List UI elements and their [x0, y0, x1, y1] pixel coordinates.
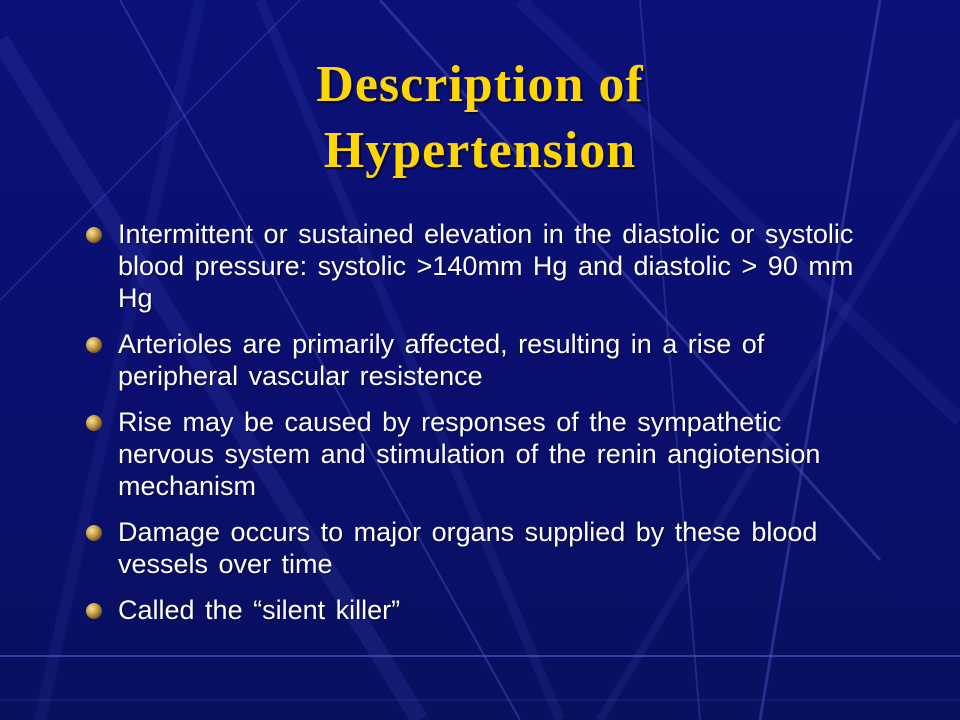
bullet-text: Called the “silent killer” [118, 595, 401, 625]
bullet-text: Arterioles are primarily affected, resulting in a rise of peripheral vascular resistence [118, 329, 765, 391]
bullet-list [84, 218, 874, 640]
bullet-item [84, 594, 874, 626]
bullet-text: Damage occurs to major organs supplied by these blood vessels over time [118, 517, 818, 579]
slide-title-line-1: Description of [316, 56, 644, 113]
gold-orb-bullet-icon [84, 523, 104, 543]
gold-orb-bullet-icon [84, 413, 104, 433]
bullet-item [84, 328, 874, 392]
bullet-item [84, 218, 874, 314]
slide-title [0, 52, 960, 184]
gold-orb-bullet-icon [84, 225, 104, 245]
slide-title-line-2: Hypertension [323, 122, 637, 179]
bullet-item [84, 406, 874, 502]
gold-orb-bullet-icon [84, 601, 104, 621]
gold-orb-bullet-icon [84, 335, 104, 355]
bullet-text: Intermittent or sustained elevation in the diastolic or systolic blood pressure: systolic >140mm Hg and diastolic > 90 mm Hg [118, 219, 854, 313]
bullet-text: Rise may be caused by responses of the sympathetic nervous system and stimulation of the renin angiotension mechanism [118, 407, 821, 501]
bullet-item [84, 516, 874, 580]
